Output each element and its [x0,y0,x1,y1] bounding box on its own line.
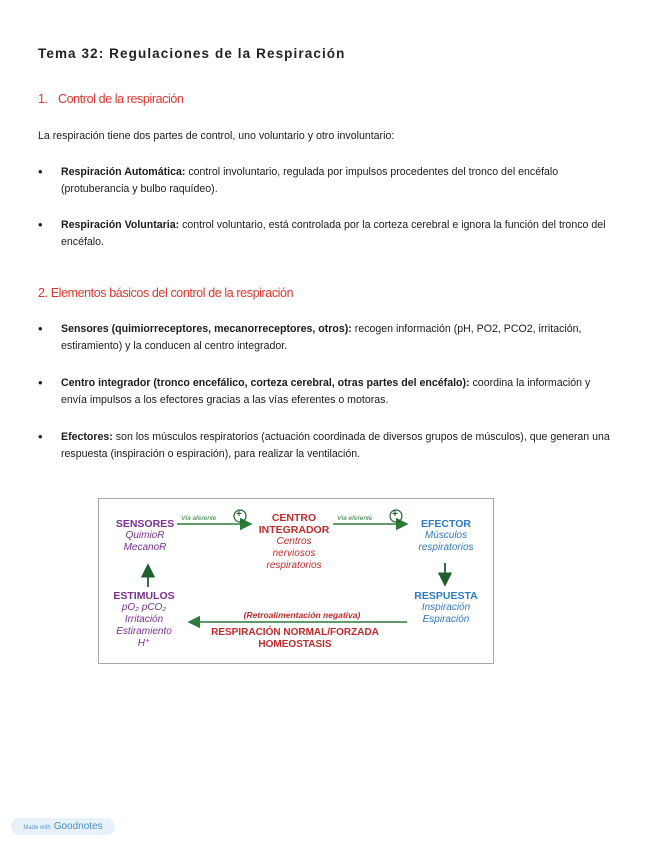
definition: son los músculos respiratorios (actuación coordinada de diversos grupos de músculos), que generan una respuesta (inspiración o espiración), para realizar la ventilación. [61,431,610,460]
node-heading: ESTIMULOS [113,590,175,602]
node-line: respiratorios [266,560,322,571]
node-line: respiratorios [418,542,474,553]
term: Respiración Automática: [61,166,186,178]
via-aferente-label: Vía aferente [181,515,217,522]
node-line: Músculos [424,530,468,541]
list-item [38,321,612,354]
via-eferente-label: Vía eferente [337,515,373,522]
plus-icon: + [236,509,242,520]
node-line: QuimioR [125,530,165,541]
plus-icon: + [392,509,398,520]
bullet-dot: • [38,429,43,444]
node-line: nerviosos [272,548,316,559]
node-line: Estiramiento [116,626,172,637]
section-2-heading: 2. Elementos básicos del control de la respiración [38,286,294,300]
node-heading: INTEGRADOR [258,524,330,536]
node-line: Irritación [124,614,164,625]
badge-brand: Goodnotes [53,821,103,832]
section-1-number: 1. [38,92,48,106]
homeostasis-node [195,627,395,651]
intro-paragraph: La respiración tiene dos partes de control, uno voluntario y otro involuntario: [38,130,395,142]
node-line: pO₂ pCO₂ [121,602,167,613]
page-title: Tema 32: Regulaciones de la Respiración [38,46,346,61]
respuesta-node [404,590,488,626]
list-item [38,429,612,462]
estimulos-node [101,590,187,650]
node-heading: RESPIRACIÓN NORMAL/FORZADA [211,627,379,638]
bullet-dot: • [38,164,43,179]
term: Sensores (quimiorreceptores, mecanorreceptores, otros): [61,323,352,335]
node-line: Espiración [422,614,470,625]
efector-node [404,518,488,554]
respiration-control-diagram [98,498,494,664]
definition: recogen información (pH, PO2, PCO2, irritación, estiramiento) y la conducen al centro integrador. [61,323,582,352]
node-heading: SENSORES [115,518,175,530]
section-1-title: Control de la respiración [58,92,184,106]
list-item [38,164,612,197]
node-line: Centros [276,536,312,547]
list-item [38,217,612,250]
bullet-dot: • [38,321,43,336]
definition: coordina la información y envía impulsos a los efectores gracias a las vías eferentes o motoras. [61,377,591,406]
term: Respiración Voluntaria: [61,219,180,231]
bullet-dot: • [38,375,43,390]
list-item [38,375,612,408]
node-heading: CENTRO [271,512,317,524]
term: Efectores: [61,431,113,443]
badge-prefix: Made with [23,825,51,831]
sensores-node [105,518,185,554]
feedback-label: (Retroalimentación negativa) [243,610,361,620]
section-1-heading [38,92,184,106]
node-line: MecanoR [123,542,167,553]
node-heading: EFECTOR [421,518,471,530]
node-heading: RESPUESTA [414,590,478,602]
bullet-dot: • [38,217,43,232]
node-line: Inspiración [421,602,471,613]
goodnotes-badge[interactable] [11,818,115,835]
definition: control involuntario, regulada por impulsos procedentes del tronco del encéfalo (protuberancia y bulbo raquídeo). [61,166,559,195]
term: Centro integrador (tronco encefálico, corteza cerebral, otras partes del encéfalo): [61,377,470,389]
node-heading: HOMEOSTASIS [258,639,332,650]
node-line: H⁺ [137,638,151,649]
centro-integrador-node [252,512,336,572]
definition: control voluntario, está controlada por la corteza cerebral e ignora la función del tronco del encéfalo. [61,219,606,248]
